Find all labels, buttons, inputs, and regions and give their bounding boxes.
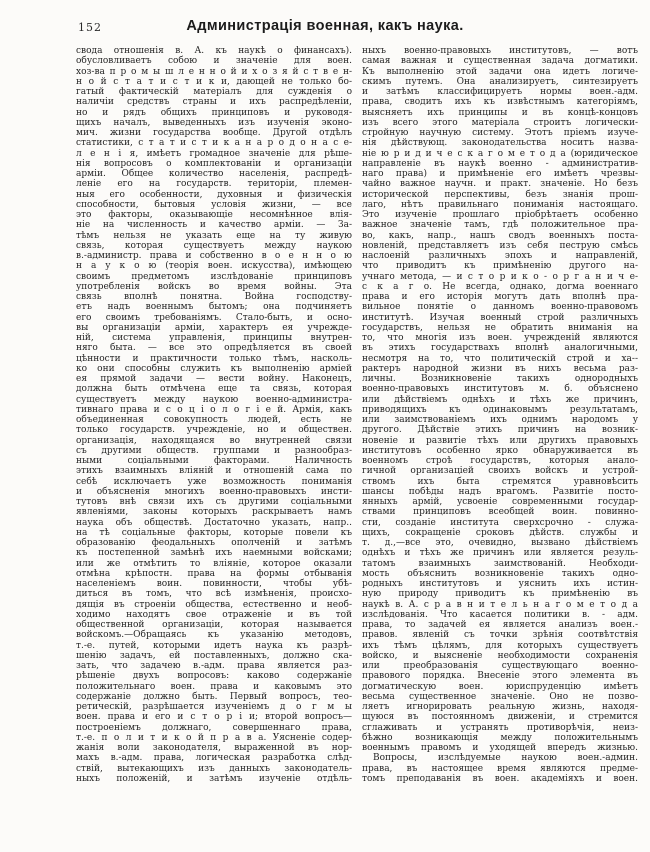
text-line: способности, бытовыя условія жизни, — все [76, 199, 352, 210]
text-line: построеніемъ должнаго, совершеннаго права, [76, 722, 352, 733]
text-line: ствами принциповъ всеобщей воин. повинно- [362, 507, 638, 518]
text-line: статистики, с т а т и с т и к а н а р о д о н а с е- [76, 138, 352, 149]
text-line: выясняетъ ихъ принципы и въ концѣ-концовъ [362, 107, 638, 118]
text-line: в.-администр. права и собственно в о е н н о ю [76, 251, 352, 261]
text-line: ствомъ ихъ быта стремятся уравновѣсить [362, 476, 638, 487]
text-line: скимъ путемъ. Она анализируетъ, синтезируетъ [362, 76, 638, 87]
text-line: догматическую воен. юриспруденцію имѣетъ [362, 681, 638, 692]
text-line: наслоеній различныхъ эпохъ и направленій, [362, 251, 638, 261]
text-line: махъ в.-адм. права, логическая разработка слѣд- [76, 753, 352, 764]
text-line: ея прямой задачи — вести войну. Наконецъ, [76, 374, 352, 384]
text-line: или же отмѣтить то вліяніе, которое оказали [76, 558, 352, 569]
text-line: другого. Дѣйствіе этихъ причинъ на возник- [362, 425, 638, 436]
text-line: правов. явленій съ точки зрѣнія соотвѣтствія [362, 630, 638, 641]
text-line: Это изученіе прошлаго пріобрѣтаетъ особенно [362, 210, 638, 220]
text-line: направленіе въ наукѣ военно - административ- [362, 158, 638, 169]
text-line: воен. права и его и с т о р і и; второй вопросъ— [76, 712, 352, 723]
text-line: ныя его особенности, духовныя и физическія [76, 189, 352, 200]
text-line: или преобразованія существующаго военно- [362, 661, 638, 671]
text-line: н о й с т а т и с т и к и, дающей не только бо- [76, 76, 352, 87]
text-line: наукѣ в. А. с р а в н и т е л ь н а г о м е т о д а [362, 599, 638, 610]
text-line: хоз-ва п р о м ы ш л е н н о й и х о з я й с т в е н- [76, 66, 352, 77]
text-line: изъ всего этого матеріала строитъ логически- [362, 117, 638, 128]
text-line: т. д.,—все это, очевидно, вызвано дѣйствіемъ [362, 538, 638, 548]
text-line: къ постепенной замѣнѣ ихъ наемными войсками; [76, 548, 352, 559]
text-line: связь вполнѣ понятна. Война господству- [76, 292, 352, 302]
text-line: шансы побѣды надъ врагомъ. Развитіе посто- [362, 486, 638, 497]
text-line: няго быта. — все это опредѣляется въ своей [76, 343, 352, 354]
text-line: леніе его на государств. територіи, племен- [76, 179, 352, 190]
text-line: вильное понятіе о данномъ военно-правовомъ [362, 302, 638, 313]
text-line: татомъ взаимныхъ заимствованій. Необходи- [362, 558, 638, 569]
text-line: что приводитъ къ примѣненію другого на- [362, 261, 638, 272]
text-line: существуетъ между наукою военно-администра- [76, 394, 352, 405]
text-line: арміи. Общее количество населенія, распредѣ- [76, 169, 352, 179]
text-line: етъ надъ военнымъ бытомъ; она подчиняетъ [76, 302, 352, 313]
text-line: въ этихъ государствахъ вполнѣ аналогичными, [362, 343, 638, 354]
text-line: мость объяснить возникновеніе такихъ одно- [362, 568, 638, 579]
text-line: нія дѣйствующ. законодательства носитъ назва- [362, 138, 638, 149]
text-line: права и его исторія могутъ дать вполнѣ пра- [362, 292, 638, 302]
text-line: права, въ настоящее время являются предме- [362, 763, 638, 774]
text-line: ній, система управленія, принципы внутрен- [76, 333, 352, 343]
text-line: диться въ томъ, что всѣ измѣненія, происхо- [76, 589, 352, 600]
text-line: Къ выполненію этой задачи она идетъ логиче- [362, 66, 638, 77]
text-line: но и рядъ общихъ принциповъ и руководя- [76, 107, 352, 118]
text-line: зать, что задачею в.-адм. права является раз- [76, 661, 352, 671]
text-line: правового порядка. Внесеніе этого элемента въ [362, 671, 638, 682]
right-column-paragraph-1 [362, 46, 638, 753]
text-line: ихъ тѣмъ цѣлямъ, для которыхъ существуетъ [362, 640, 638, 651]
text-line: его своимъ требованіямъ. Стало-быть, и осно- [76, 312, 352, 323]
text-line: военнымъ правомъ и уходящей впередъ жизнью. [362, 743, 638, 753]
text-line: н а у к о ю (теорія воен. искусства), имѣющею [76, 261, 352, 272]
text-line: ходимо находятъ свое отраженіе и въ той [76, 609, 352, 620]
text-line: сти, созданіе института сверхсрочно - служа- [362, 517, 638, 528]
text-line: рѣшеніе двухъ вопросовъ: каково содержаніе [76, 671, 352, 682]
text-line: военномъ строѣ государствъ, которыя анало- [362, 456, 638, 466]
text-line: сглаживать и устранять противорѣчія, неиз- [362, 722, 638, 733]
text-line: на тѣ соціальные факторы, которые повели къ [76, 527, 352, 538]
text-line: это факторы, оказывающіе несомнѣнное влія- [76, 210, 352, 220]
text-line: родныхъ институтовъ и уяснить ихъ истин- [362, 579, 638, 589]
text-line: бѣжно возникающія между положительнымъ [362, 732, 638, 743]
text-line: тутовъ внѣ связи ихъ съ другими соціальными [76, 497, 352, 507]
text-line: рактеръ народной жизни въ нихъ весьма раз- [362, 363, 638, 374]
text-line: лаго, нѣтъ правильнаго пониманія настоящаго. [362, 199, 638, 210]
text-line: своимъ предметомъ изслѣдованіе принциповъ [76, 271, 352, 282]
text-line: отмѣна крѣпостн. права на формы отбыванія [76, 568, 352, 579]
text-line: несмотря на то, что политическій строй и ха-- [362, 353, 638, 364]
text-line: т.-е. п о л и т и к о й п р а в а. Уясненіе содер- [76, 732, 352, 743]
text-column-left [76, 46, 352, 784]
text-line: учнаго метода, — и с т о р и к о - о р г а н и ч е- [362, 271, 638, 282]
text-line: Вопросы, изслѣдуемые наукою воен.-админ. [373, 753, 638, 764]
page-number: 152 [78, 21, 102, 34]
text-line: организація, находящаяся во внутренней связи [76, 435, 352, 446]
text-line: содержаніе должно быть. Первый вопросъ, тео- [76, 691, 352, 702]
text-line: общественной организаціи, которая называется [76, 620, 352, 630]
running-header [0, 18, 650, 40]
text-line: новленій, представляетъ изъ себя пеструю смѣсь [362, 240, 638, 251]
text-line: приводящихъ къ одинаковымъ результатамъ, [362, 404, 638, 415]
text-line: весьма существенное значеніе. Оно не позво- [362, 691, 638, 702]
text-line: во, какъ, напр., нашъ сводъ военныхъ поста- [362, 230, 638, 241]
text-line: ляетъ игнорировать реальную жизнь, находя- [362, 702, 638, 712]
text-line: съ другими обществ. группами и разнообраз- [76, 445, 352, 456]
right-column-paragraph-2 [362, 753, 638, 784]
text-line: населеніемъ воин. повинности, чтобы убѣ- [76, 579, 352, 589]
text-line: л е н і я, имѣетъ громадное значеніе для рѣше- [76, 148, 352, 159]
text-line: свода отношенія в. А. къ наукѣ о финансахъ). [76, 46, 352, 56]
text-line: новеніе и развитіе тѣхъ или другихъ правовыхъ [362, 435, 638, 446]
text-line: тивнаго права и с о ц і о л о г і е й. Армія, какъ [76, 404, 352, 415]
text-line: себѣ исключаетъ уже возможность пониманія [76, 476, 352, 487]
text-line: военно-правовыхъ институтовъ м. б. объяснено [362, 384, 638, 395]
text-line: должна быть отмѣчена еще та связь, которая [76, 384, 352, 395]
text-line: положительнаго воен. права и каковымъ это [76, 681, 352, 692]
text-line: щуюся въ постоянномъ движеніи, и стремится [362, 712, 638, 723]
text-line: ніе ю р и д и ч е с к а г о м е т о д а (юридическое [362, 148, 638, 159]
text-line: с к а г о. Не всегда, однако, догма военнаго [362, 281, 638, 292]
text-line: гичной организаціей своихъ войскъ и устрой- [362, 466, 638, 477]
text-line: связь, которая существуетъ между наукою [76, 240, 352, 251]
text-line: этихъ взаимныхъ вліяній и отношеній сама по [76, 466, 352, 477]
text-line: явленіями, законы которыхъ раскрываетъ намъ [76, 507, 352, 518]
text-line: щихъ началъ, выведенныхъ изъ изученія эконо- [76, 117, 352, 128]
text-line: институтѣ. Изучая военный строй различныхъ [362, 312, 638, 323]
text-line: то, что многія изъ воен. учрежденій являются [362, 333, 638, 343]
text-line: ныхъ военно-правовыхъ институтовъ, — вотъ [362, 46, 638, 56]
text-line: янныхъ армій, усвоеніе современными государ- [362, 497, 638, 507]
text-line: однѣхъ и тѣхъ же причинъ или является резуль- [362, 548, 638, 559]
text-line: и объясненія многихъ военно-правовыхъ инсти- [76, 486, 352, 497]
text-line: гатый фактическій матеріалъ для сужденія о [76, 87, 352, 97]
text-line: наличіи средствъ страны и ихъ распредѣленіи, [76, 97, 352, 108]
text-line: щихъ, сокращеніе сроковъ дѣйств. службы и [362, 527, 638, 538]
left-column-paragraph [76, 46, 352, 784]
text-line: и затѣмъ классифицируетъ нормы воен.-адм. [362, 87, 638, 97]
text-line: ретическій, разрѣшается изученіемъ д о г м ы [76, 702, 352, 712]
text-line: стройную научную систему. Этотъ пріемъ изуче- [362, 128, 638, 138]
text-columns [76, 46, 638, 784]
text-line: ную природу приводитъ къ примѣненію въ [362, 589, 638, 600]
text-line: самая важная и существенная задача догматики. [362, 56, 638, 67]
text-line: ныхъ положеній, и затѣмъ изученіе отдѣль- [76, 773, 352, 784]
text-line: т.-е. путей, которыми идетъ наука къ разрѣ- [76, 640, 352, 651]
text-line: изслѣдованія. Что касается политики в. - адм. [362, 609, 638, 620]
text-line: вы организаціи арміи, характеръ ея учрежде- [76, 322, 352, 333]
text-line: тѣмъ нельзя не указать еще на ту живую [76, 230, 352, 241]
text-line: только государств. учрежденіе, но и обществен. [76, 425, 352, 436]
text-line: ніе на численность и качество арміи. — За- [76, 220, 352, 231]
text-line: жанія воли законодателя, выраженной въ нор- [76, 743, 352, 753]
text-line: наука объ обществѣ. Достаточно указать, напр.. [76, 517, 352, 528]
text-line: нія вопросовъ о комплектованіи и организаціи [76, 158, 352, 169]
running-title: Администрація военная, какъ наука. [186, 18, 464, 34]
text-line: образованію феодальныхъ ополченій и затѣмъ [76, 538, 352, 548]
text-line: чайно важное научн. и практ. значеніе. Но безъ [362, 179, 638, 190]
text-line: государствъ, нельзя не обратить вниманія на [362, 322, 638, 333]
text-line: цѣнности и практичности только тѣмъ, насколь- [76, 353, 352, 364]
text-line: объединенная совокупность людей, есть не [76, 415, 352, 425]
text-line: томъ преподаванія въ воен. академіяхъ и воен. [362, 773, 638, 784]
text-line: наго права) и примѣненіе его имѣетъ чрезвы- [362, 169, 638, 179]
text-line: исторической перспективы, безъ знанія прош- [362, 189, 638, 200]
text-line: ствій, вытекающихъ изъ данныхъ законодатель- [76, 763, 352, 774]
text-line: войско, и выясненіе необходимости сохраненія [362, 650, 638, 661]
text-line: важное значеніе тамъ, гдѣ положительное пра- [362, 220, 638, 231]
text-line: права, то задачей ея является анализъ воен.- [362, 620, 638, 630]
text-line: права, сводитъ ихъ къ извѣстнымъ категоріямъ, [362, 97, 638, 108]
text-line: или дѣйствіемъ однѣхъ и тѣхъ же причинъ, [362, 394, 638, 405]
text-line: дящія въ строеніи общества, естественно и необ- [76, 599, 352, 610]
text-line: употребленія войскъ во время войны. Эта [76, 281, 352, 292]
text-line: ко они способны служить къ выполненію арміей [76, 363, 352, 374]
text-line: ными соціальными факторами. Наличность [76, 456, 352, 466]
text-line: мич. жизни государства вообще. Другой отдѣлъ [76, 128, 352, 138]
text-column-right [362, 46, 638, 784]
text-line: личны. Возникновеніе такихъ однородныхъ [362, 374, 638, 384]
text-line: институтовъ особенно ярко обнаруживается въ [362, 445, 638, 456]
text-line: или заимствованіемъ ихъ однимъ народомъ у [362, 415, 638, 425]
text-line: войскомъ.—Обращаясь къ указанію методовъ, [76, 630, 352, 641]
text-line: шенію задачъ, ей поставленныхъ, должно ска- [76, 650, 352, 661]
text-line: обусловливаетъ собою и значеніе для воен. [76, 56, 352, 67]
